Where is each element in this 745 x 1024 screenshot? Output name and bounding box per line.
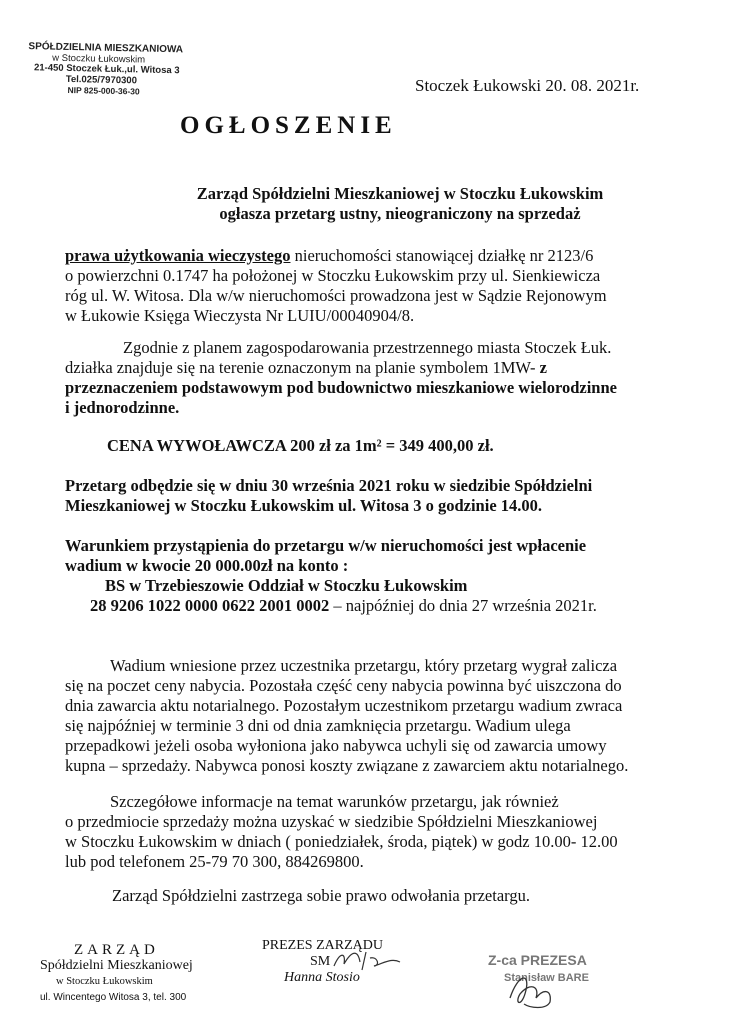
paragraph-deposit [65, 536, 665, 616]
stamp-line: 21-450 Stoczek Łuk.,ul. Witosa 3 [33, 62, 180, 77]
paragraph-line: kupna – sprzedaży. Nabywca ponosi koszty związane z zawarciem aktu notarialnego. [65, 756, 629, 775]
paragraph-property [65, 246, 665, 326]
bank-name: BS w Trzebieszowie Oddział w Stoczku Łukowskim [105, 576, 468, 595]
stamp-line: w Stoczku Łukowskim [52, 52, 146, 66]
paragraph-auction-date [65, 476, 665, 516]
text-span: nieruchomości stanowiącej działkę nr 2123/6 [290, 246, 594, 265]
cooperative-stamp [27, 42, 208, 98]
paragraph-line: Warunkiem przystąpienia do przetargu w/w nieruchomości jest wpłacenie [65, 536, 587, 555]
paragraph-line: róg ul. W. Witosa. Dla w/w nieruchomości prowadzona jest w Sądzie Rejonowym [65, 286, 607, 305]
vice-president-name: Stanisław BARE [504, 972, 589, 984]
paragraph-line: Przetarg odbędzie się w dniu 30 września 2021 roku w siedzibie Spółdzielni [65, 476, 593, 495]
paragraph-line: Mieszkaniowej w Stoczku Łukowskim ul. Witosa 3 o godzinie 14.00. [65, 496, 543, 515]
vice-president-stamp-title: Z-ca PREZESA [488, 952, 587, 968]
paragraph-line [65, 246, 665, 266]
president-name: Hanna Stosio [284, 970, 360, 985]
president-signature-icon [330, 948, 410, 972]
board-stamp-title: ZARZĄD [74, 942, 159, 958]
paragraph-line: w Łukowie Księga Wieczysta Nr LUIU/00040904/8. [65, 306, 415, 325]
paragraph-line: Szczegółowe informacje na temat warunków przetargu, jak również [110, 792, 559, 811]
paragraph-line [65, 358, 665, 378]
announcement-subheading [60, 184, 740, 224]
stamp-line: NIP 825-000-36-30 [67, 84, 140, 97]
paragraph-line: i jednorodzinne. [65, 398, 180, 417]
paragraph-line: przepadkowi jeżeli osoba wyłoniona jako nabywca uchyli się od zawarcia umowy [65, 736, 607, 755]
president-stamp-title: PREZES ZARZĄDU [262, 938, 383, 953]
board-stamp-line: ul. Wincentego Witosa 3, tel. 300 [40, 992, 187, 1003]
vice-president-signature-icon [500, 968, 570, 1012]
text-span: – najpóźniej do dnia 27 września 2021r. [329, 596, 597, 615]
paragraph-zoning [65, 338, 665, 418]
subhead-line: ogłasza przetarg ustny, nieograniczony na sprzedaż [219, 204, 581, 223]
stamp-line: SPÓŁDZIELNIA MIESZKANIOWA [28, 41, 184, 56]
board-stamp-line: Spółdzielni Mieszkaniowej [40, 958, 193, 973]
paragraph-line: dnia zawarcia aktu notarialnego. Pozostałym uczestnikom przetargu wadium zwraca [65, 696, 623, 715]
paragraph-line: się na poczet ceny nabycia. Pozostała część ceny nabycia powinna być uiszczona do [65, 676, 622, 695]
starting-price: CENA WYWOŁAWCZA 200 zł za 1m² = 349 400,00 zł. [107, 436, 494, 455]
paragraph-line [65, 596, 665, 616]
paragraph-reservation: Zarząd Spółdzielni zastrzega sobie prawo odwołania przetargu. [112, 886, 530, 905]
president-stamp-line: SM [310, 954, 331, 969]
emphasis-text: prawa użytkowania wieczystego [65, 246, 291, 265]
paragraph-line: Zgodnie z planem zagospodarowania przestrzennego miasta Stoczek Łuk. [123, 338, 612, 357]
stamp-line: Tel.025/7970300 [65, 73, 138, 86]
paragraph-deposit-rules [65, 656, 665, 776]
document-date: Stoczek Łukowski 20. 08. 2021r. [415, 76, 640, 95]
paragraph-line: się najpóźniej w terminie 3 dni od dnia zamknięcia przetargu. Wadium ulega [65, 716, 571, 735]
board-stamp [40, 942, 193, 1006]
document-title: OGŁOSZENIE [180, 112, 397, 139]
paragraph-line: o powierzchni 0.1747 ha położonej w Stoczku Łukowskim przy ul. Sienkiewicza [65, 266, 601, 285]
paragraph-line: w Stoczku Łukowskim w dniach ( poniedziałek, środa, piątek) w godz 10.00- 12.00 [65, 832, 618, 851]
paragraph-line: Wadium wniesione przez uczestnika przetargu, który przetarg wygrał zalicza [110, 656, 618, 675]
text-span: działka znajduje się na terenie oznaczonym na planie symbolem 1MW- [65, 358, 536, 377]
board-stamp-line: w Stoczku Łukowskim [56, 976, 153, 987]
paragraph-line: lub pod telefonem 25-79 70 300, 884269800. [65, 852, 364, 871]
subhead-line: Zarząd Spółdzielni Mieszkaniowej w Stoczku Łukowskim [196, 184, 604, 203]
text-span: z [535, 358, 547, 377]
paragraph-line: o przedmiocie sprzedaży można uzyskać w siedzibie Spółdzielni Mieszkaniowej [65, 812, 598, 831]
paragraph-line: wadium w kwocie 20 000.00zł na konto : [65, 556, 349, 575]
bank-account-number: 28 9206 1022 0000 0622 2001 0002 [90, 596, 330, 615]
paragraph-line: przeznaczeniem podstawowym pod budownictwo mieszkaniowe wielorodzinne [65, 378, 617, 397]
paragraph-information [65, 792, 665, 872]
